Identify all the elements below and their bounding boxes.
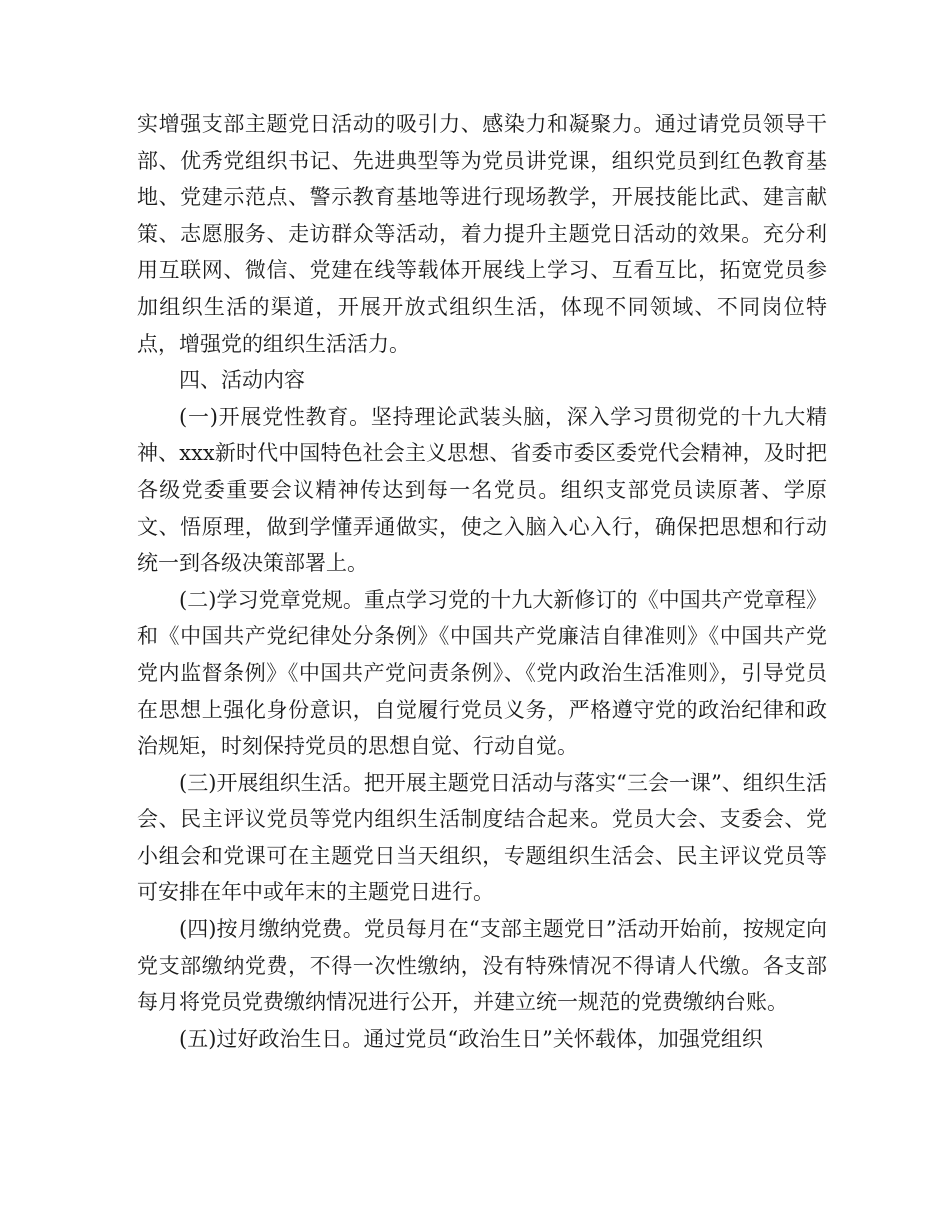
paragraph-continuation: 实增强支部主题党日活动的吸引力、感染力和凝聚力。通过请党员领导干部、优秀党组织书记、先进典型等为党员讲党课，组织党员到红色教育基地、党建示范点、警示教育基地等进行现场教学，开展技能比武、建言献策、志愿服务、走访群众等活动，着力提升主题党日活动的效果。充分利用互联网、微信、党建在线等载体开展线上学习、互看互比，拓宽党员参加组织生活的渠道，开展开放式组织生活，体现不同领域、不同岗位特点，增强党的组织生活活力。 [137, 112, 827, 356]
paragraph-item-2: (二)学习党章党规。重点学习党的十九大新修订的《中国共产党章程》和《中国共产党纪律处分条例》《中国共产党廉洁自律准则》《中国共产党党内监督条例》《中国共产党问责条例》、《党内政治生活准则》，引导党员在思想上强化身份意识，自觉履行党员义务，严格遵守党的政治纪律和政治规矩，时刻保持党员的思想自觉、行动自觉。 [137, 587, 827, 759]
document-body [137, 106, 827, 1057]
section-heading: 四、活动内容 [179, 368, 305, 393]
paragraph-item-1: (一)开展党性教育。坚持理论武装头脑，深入学习贯彻党的十九大精神、xxx新时代中国特色社会主义思想、省委市委区委党代会精神，及时把各级党委重要会议精神传达到每一名党员。组织支部党员读原著、学原文、悟原理，做到学懂弄通做实，使之入脑入心入行，确保把思想和行动统一到各级决策部署上。 [137, 404, 827, 576]
paragraph-item-5: (五)过好政治生日。通过党员“政治生日”关怀载体，加强党组织 [179, 1026, 763, 1051]
paragraph-item-3: (三)开展组织生活。把开展主题党日活动与落实“三会一课”、组织生活会、民主评议党员等党内组织生活制度结合起来。党员大会、支委会、党小组会和党课可在主题党日当天组织，专题组织生活会、民主评议党员等可安排在年中或年末的主题党日进行。 [137, 770, 827, 905]
paragraph-item-4: (四)按月缴纳党费。党员每月在“支部主题党日”活动开始前，按规定向党支部缴纳党费，不得一次性缴纳，没有特殊情况不得请人代缴。各支部每月将党员党费缴纳情况进行公开，并建立统一规范的党费缴纳台账。 [137, 917, 827, 1015]
